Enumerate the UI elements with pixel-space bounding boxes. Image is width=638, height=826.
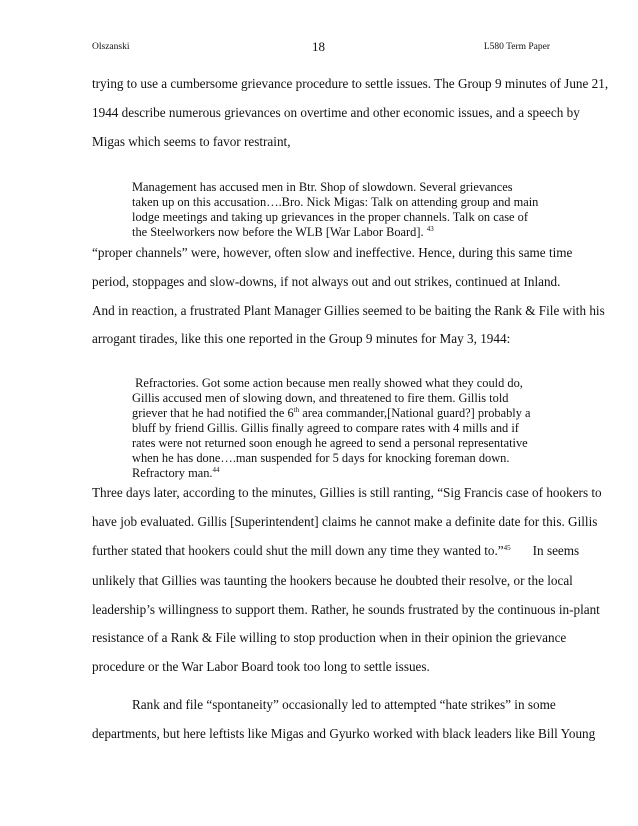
quote-line: the Steelworkers now before the WLB [War Labor Board]. $^{43}$ — [132, 225, 434, 239]
body-line: trying to use a cumbersome grievance procedure to settle issues. The Group 9 minutes of June 21, — [92, 76, 609, 91]
quote-line: when he has done….man suspended for 5 days for knocking foreman down. — [132, 451, 510, 465]
body-line: 1944 describe numerous grievances on overtime and other economic issues, and a speech by — [92, 105, 580, 120]
body-line: Three days later, according to the minutes, Gillies is still ranting, “Sig Francis case of hookers to — [92, 485, 602, 500]
body-line: unlikely that Gillies was taunting the hookers because he doubted their resolve, or the local — [92, 573, 573, 588]
body-line: leadership’s willingness to support them. Rather, he sounds frustrated by the continuous in-plant — [92, 602, 600, 617]
body-line: procedure or the War Labor Board took too long to settle issues. — [92, 659, 430, 674]
quote-line: taken up on this accusation….Bro. Nick Migas: Talk on attending group and main — [132, 195, 539, 209]
quote-line: bluff by friend Gillis. Gillis finally agreed to compare rates with 4 mills and if — [132, 421, 519, 435]
quote-line: Management has accused men in Btr. Shop of slowdown. Several grievances — [132, 180, 513, 194]
quote-line: Gillis accused men of slowing down, and threatened to fire them. Gillis told — [132, 391, 509, 405]
footnote-ref: 44 — [212, 466, 220, 474]
body-line: Rank and file “spontaneity” occasionally led to attempted “hate strikes” in some — [132, 697, 556, 712]
body-line: period, stoppages and slow-downs, if not always out and out strikes, continued at Inland. — [92, 274, 561, 289]
body-line: departments, but here leftists like Migas and Gyurko worked with black leaders like Bill Young — [92, 726, 596, 741]
body-line: further stated that hookers could shut the mill down any time they wanted to.”$^{45}$ In seems — [92, 543, 580, 558]
body-line: Migas which seems to favor restraint, — [92, 134, 291, 149]
body-line: “proper channels” were, however, often slow and ineffective. Hence, during this same time — [92, 245, 573, 260]
body-line: arrogant tirades, like this one reported in the Group 9 minutes for May 3, 1944: — [92, 331, 511, 346]
body-line: have job evaluated. Gillis [Superintendent] claims he cannot make a definite date for this. Gillis — [92, 514, 598, 529]
quote-line: lodge meetings and taking up grievances in the proper channels. Talk on case of — [132, 210, 528, 224]
footnote-ref: 43 — [426, 225, 434, 233]
quote-line: Refractory man.$^{44}$ — [132, 466, 220, 480]
body-line: resistance of a Rank & File willing to stop production when in their opinion the grievance — [92, 630, 567, 645]
quote-line: griever that he had notified the 6th area commander,[National guard?] probably a — [132, 406, 531, 420]
page-header — [92, 40, 580, 56]
header-course: L580 Term Paper — [483, 42, 550, 52]
header-author: Olszanski — [92, 42, 130, 52]
header-page-number: 18 — [312, 39, 325, 54]
quote-line: Refractories. Got some action because men really showed what they could do, — [132, 376, 523, 390]
footnote-ref: 45 — [503, 544, 511, 552]
body-line: And in reaction, a frustrated Plant Manager Gillies seemed to be baiting the Rank & File with his — [92, 303, 605, 318]
quote-line: rates were not returned soon enough he agreed to send a personal representative — [132, 436, 528, 450]
